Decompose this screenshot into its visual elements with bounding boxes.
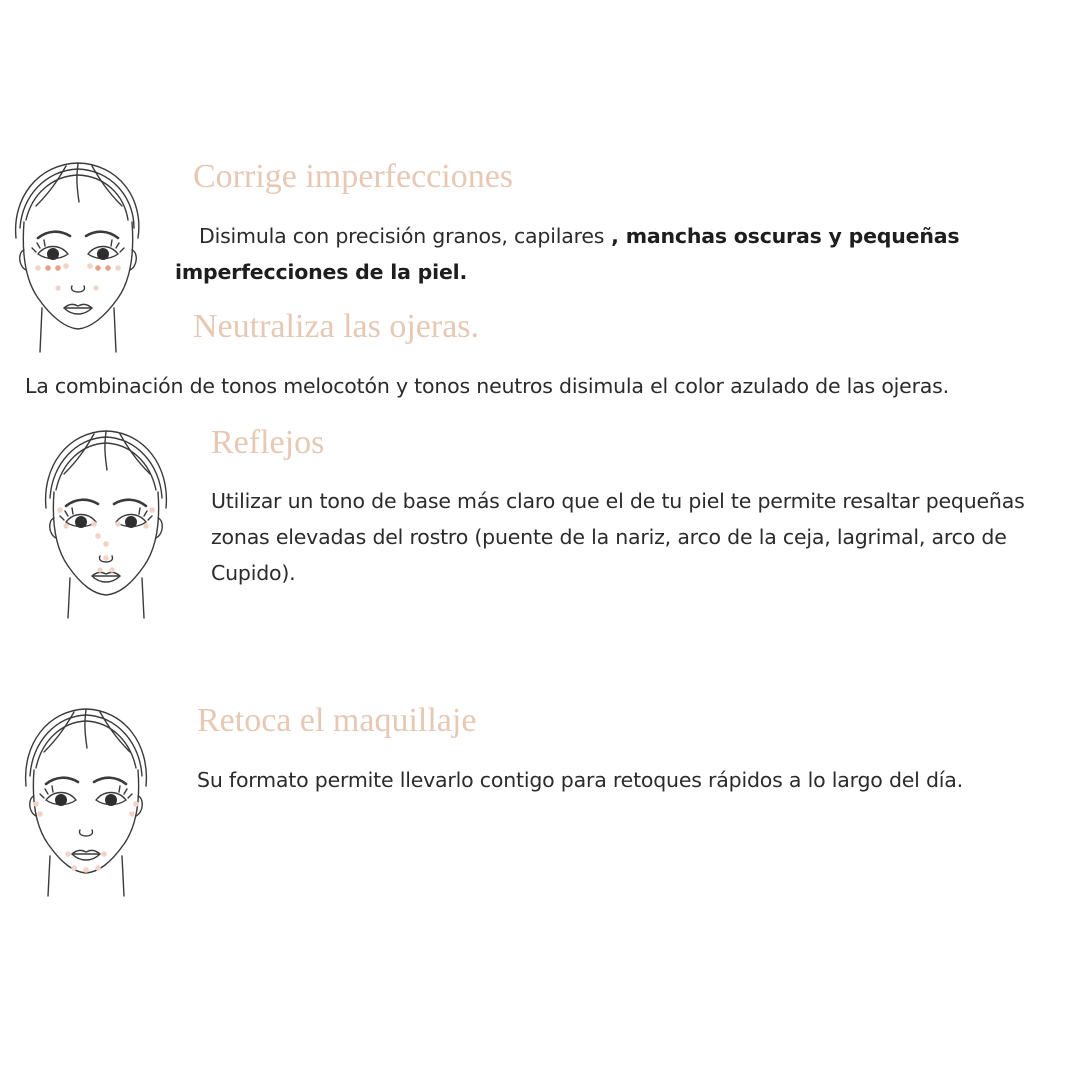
heading-reflejos: Reflejos [211, 424, 325, 461]
text-retoca-maquillaje: Su formato permite llevarlo contigo para retoques rápidos a lo largo del día. [197, 768, 963, 792]
heading-neutraliza-ojeras: Neutraliza las ojeras. [193, 308, 480, 345]
text-neutraliza-ojeras: La combinación de tonos melocotón y tonos neutros disimula el color azulado de las ojeras. [25, 374, 949, 398]
text-corrige-plain: Disimula con precisión granos, capilares [199, 224, 605, 248]
face-concealer-spots-icon [8, 158, 148, 358]
face-retouch-points-icon [16, 704, 156, 900]
heading-retoca-maquillaje: Retoca el maquillaje [197, 702, 477, 739]
text-reflejos: Utilizar un tono de base más claro que el de tu piel te permite resaltar pequeñas zonas elevadas del rostro (puente de la nariz, arco de la ceja, lagrimal, arco de Cupido). [211, 489, 1025, 585]
face-highlight-points-icon [36, 426, 176, 622]
text-corrige-bold: , manchas oscuras y pequeñas imperfecciones de la piel. [175, 224, 960, 284]
heading-corrige-imperfecciones: Corrige imperfecciones [193, 158, 514, 195]
text-corrige-imperfecciones [175, 218, 1035, 290]
